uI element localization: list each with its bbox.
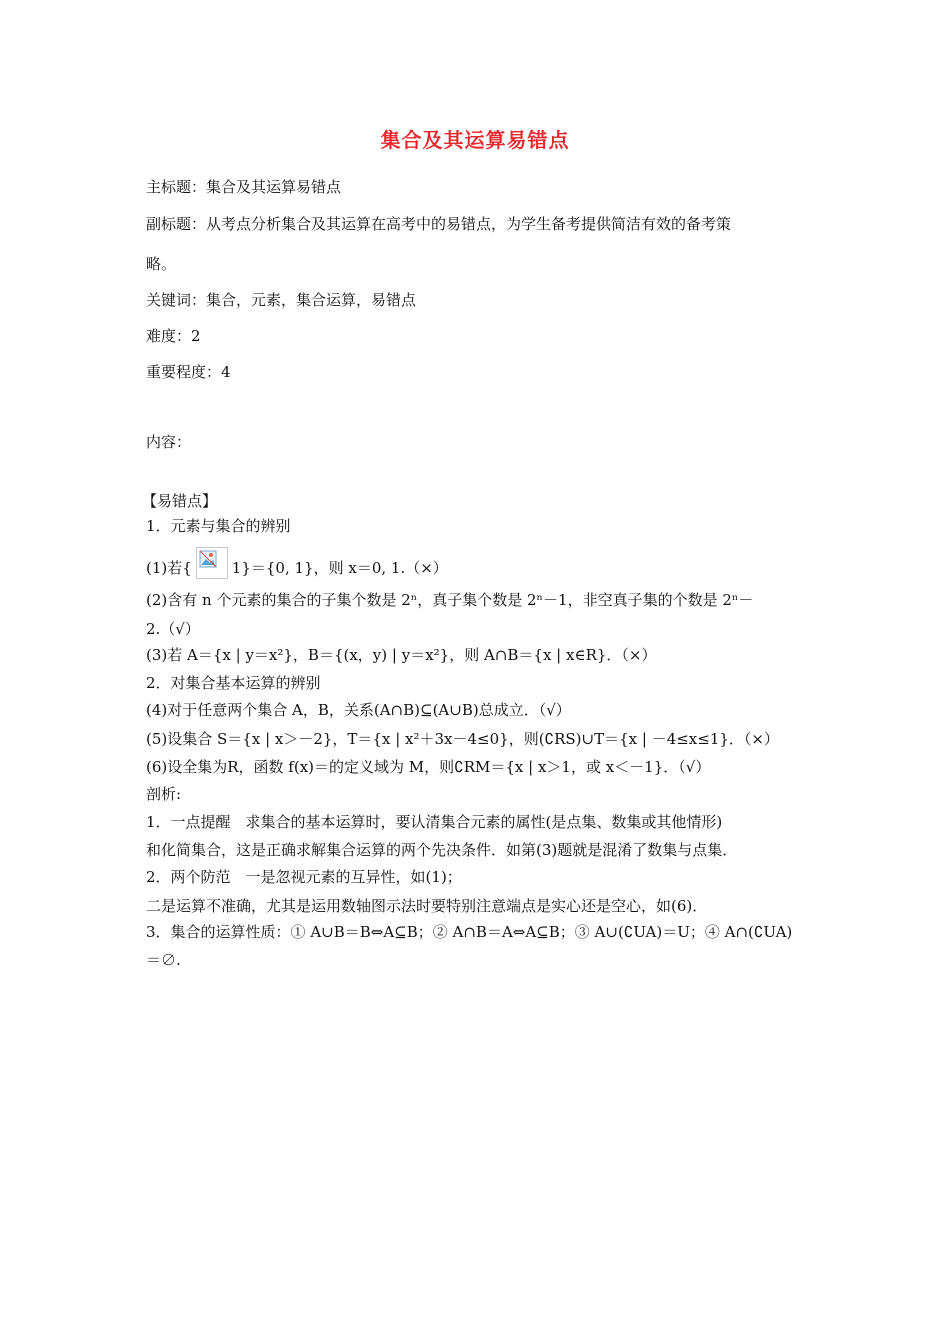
question-6: (6)设全集为R，函数 f(x)＝的定义域为 M，则∁RM＝{x | x＞1，或 x＜－1}．（√） [146,758,711,776]
analysis-2-line-1: 2．两个防范 一是忽视元素的互异性，如(1)； [146,868,462,886]
question-2-line-2: 2.（√） [146,620,200,638]
keywords-line: 关键词：集合，元素，集合运算，易错点 [146,291,417,309]
question-3: (3)若 A＝{x | y＝x²}，B＝{(x，y) | y＝x²}，则 A∩B＝{x | x∈R}．（×） [146,646,657,664]
difficulty-line: 难度：2 [146,327,201,345]
subtitle-line-1: 副标题：从考点分析集合及其运算在高考中的易错点，为学生备考提供简洁有效的备考策 [146,215,732,233]
analysis-1-line-1: 1．一点提醒 求集合的基本运算时，要认清集合元素的属性(是点集、数集或其他情形) [146,813,723,831]
analysis-3-line-2: ＝∅. [146,951,181,969]
main-title-line: 主标题：集合及其运算易错点 [146,178,342,196]
subtitle-line-2: 略。 [146,255,177,273]
question-4: (4)对于任意两个集合 A，B，关系(A∩B)⊆(A∪B)总成立．（√） [146,701,571,719]
question-1 [146,553,448,585]
content-label: 内容： [146,433,192,451]
question-1-suffix: 1}＝{0, 1}，则 x＝0, 1.（×） [231,559,448,577]
analysis-2-line-2: 二是运算不准确，尤其是运用数轴图示法时要特别注意端点是实心还是空心，如(6)． [146,897,708,915]
section-header: 【易错点】 [142,492,218,510]
analysis-1-line-2: 和化简集合，这是正确求解集合运算的两个先决条件．如第(3)题就是混淆了数集与点集． [146,841,738,859]
analysis-label: 剖析: [146,785,182,803]
item-1-heading: 1．元素与集合的辨别 [146,517,291,535]
page-title: 集合及其运算易错点 [380,128,570,152]
question-1-prefix: (1)若{ [146,559,192,577]
question-2-line-1: (2)含有 n 个元素的集合的子集个数是 2ⁿ，真子集个数是 2ⁿ－1，非空真子集的个数是 2ⁿ－ [146,591,754,609]
broken-image-icon [196,547,228,579]
item-2-heading: 2．对集合基本运算的辨别 [146,674,321,692]
question-5: (5)设集合 S＝{x | x＞－2}，T＝{x | x²＋3x－4≤0}，则(∁RS)∪T＝{x | －4≤x≤1}．（×） [146,730,779,748]
importance-line: 重要程度：4 [146,363,231,381]
analysis-3-line-1: 3．集合的运算性质：① A∪B＝B⇔A⊆B；② A∩B＝A⇔A⊆B；③ A∪(∁UA)＝U；④ A∩(∁UA) [146,923,793,941]
